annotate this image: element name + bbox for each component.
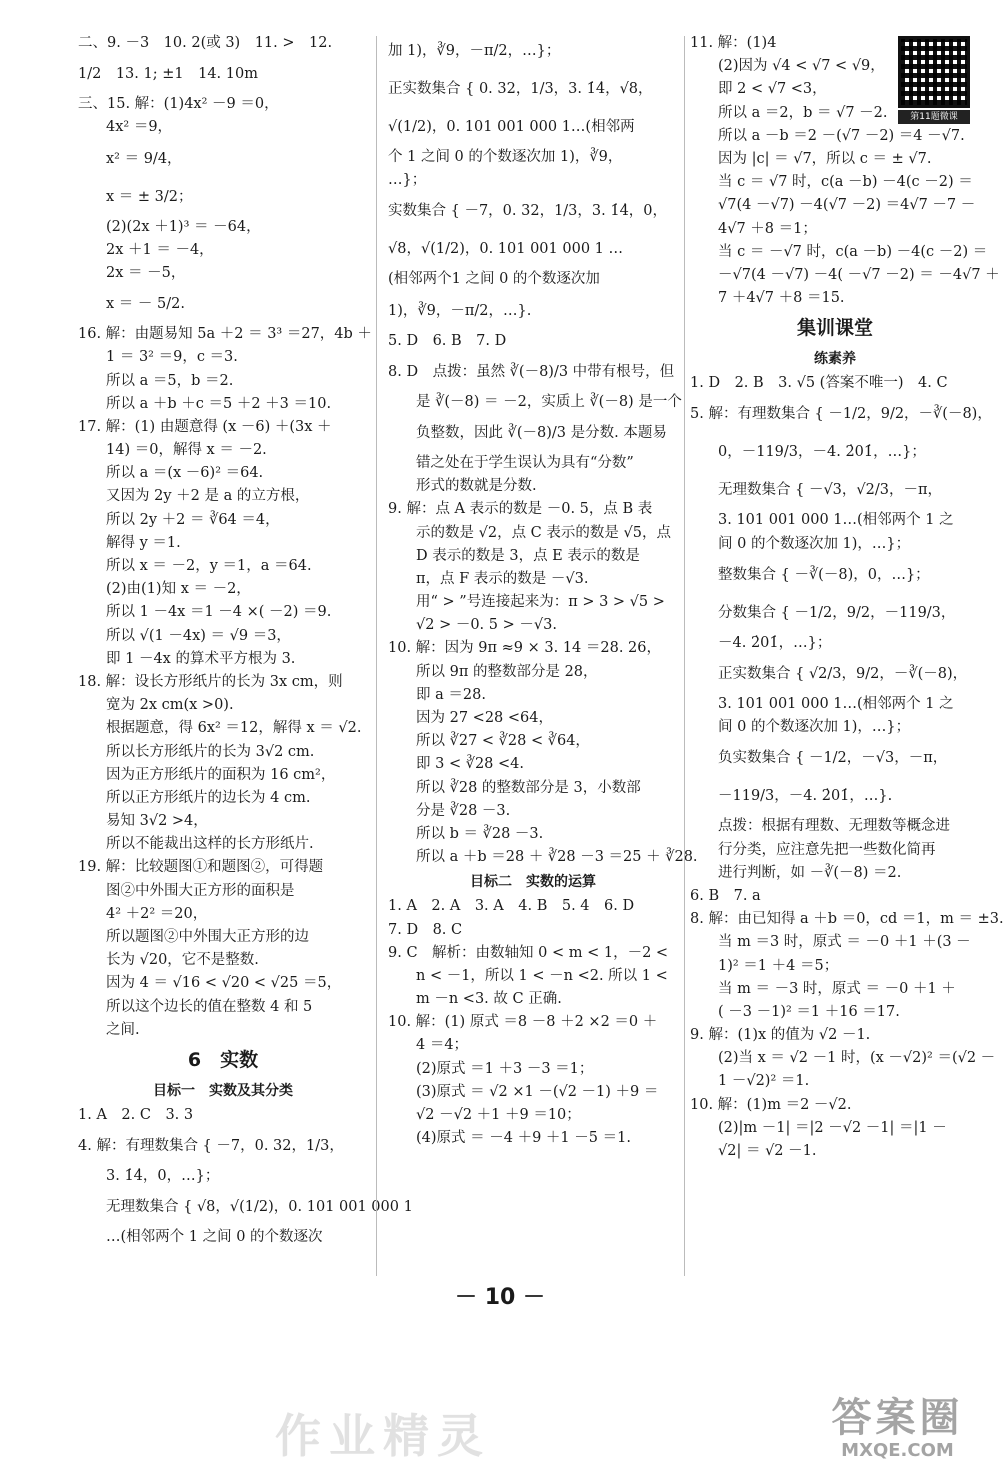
answer-line: (2)(2x ＋1)³ ＝ －64， [106,218,261,235]
answer-line: 所以题图②中外围大正方形的边 [106,929,309,945]
answer-line: 9. 解：(1)x 的值为 √2 －1. [690,1027,871,1044]
answer-line: 又因为 2y ＋2 是 a 的立方根， [106,488,310,505]
answer-line: …}； [388,172,427,189]
answer-line: 10. 解：(1) 原式 ＝8 －8 ＋2 ×2 ＝0 ＋ [388,1014,658,1031]
answer-line: 4x² ＝9， [106,119,173,136]
answer-line: 即 3 < ∛28 <4. [416,756,524,773]
answer-line: 点拨：根据有理数、无理数等概念进 [718,818,950,835]
answer-line: (2)当 x ＝ √2 －1 时，(x －√2)² ＝(√2 － [718,1050,996,1067]
answer-line: 间 0 的个数逐次加 1)，…}； [718,535,911,552]
answer-line: ( －3 －1)² ＝1 ＋16 ＝17. [718,1003,900,1020]
answer-line: 所以这个边长的值在整数 4 和 5 [106,998,313,1015]
answer-line: 分是 ∛28 －3. [416,802,511,819]
answer-line: (2)因为 √4 < √7 < √9， [718,58,885,75]
watermark: 作业精灵 [275,1409,491,1463]
answer-line: 二、9. －3 10. 2(或 3) 11. > 12. [78,35,333,51]
answer-line: (相邻两个1 之间 0 的个数逐次加 [388,271,600,288]
answer-line: 间 0 的个数逐次加 1)，…}； [718,719,911,736]
answer-column-right [690,32,1004,1163]
answer-line: √2 －√2 ＋1 ＋9 ＝10； [416,1107,581,1123]
answer-line: 18. 解：设长方形纸片的长为 3x cm，则 [78,673,343,690]
answer-line: (2)由(1)知 x ＝ －2， [106,581,251,598]
answer-line: π，点 F 表示的数是 －√3. [416,570,589,587]
answer-line: (4)原式 ＝ －4 ＋9 ＋1 －5 ＝1. [416,1130,631,1147]
answer-line: 1)² ＝1 ＋4 ＝5； [718,957,839,974]
answer-line: 是 ∛(－8) ＝ －2，实质上 ∛(－8) 是一个 [416,393,682,410]
answer-line: 长为 √20，它不是整数. [106,952,259,969]
answer-line: 分数集合 { －1/2，9/2，－119/3， [718,604,956,621]
answer-line: m －n <3. 故 C 正确. [416,991,562,1008]
answer-line: x ＝ ± 3/2； [106,188,193,205]
answer-line: 所以 a ＋b ＋c ＝5 ＋2 ＋3 ＝10. [106,395,332,412]
answer-line: 9. 解：点 A 表示的数是 －0. 5，点 B 表 [388,501,653,518]
answer-line: 当 c ＝ －√7 时，c(a －b) －4(c －2) ＝ [718,243,988,260]
logo-url: MXQE.COM [841,1440,954,1461]
section-heading: 练素养 [814,351,856,368]
answer-line: 2x ＝ －5， [106,264,186,281]
answer-line: 用“ > ”号连接起来为：π > 3 > √5 > [416,594,665,611]
answer-line: √7(4 －√7) －4(√7 －2) ＝4√7 －7 － [718,197,976,214]
answer-line: 所以长方形纸片的长为 3√2 cm. [106,743,315,760]
answer-line: 根据题意，得 6x² ＝12，解得 x ＝ √2. [106,720,362,737]
answer-line: 5. D 6. B 7. D [388,332,507,349]
answer-line: 10. 解：因为 9π ≈9 × 3. 14 ＝28. 26， [388,640,662,657]
answer-line: 因为 4 ＝ √16 < √20 < √25 ＝5， [106,975,342,992]
answer-line: 所以 b ＝ ∛28 －3. [416,825,544,842]
section-heading: 目标一 实数及其分类 [153,1082,293,1099]
answer-line: 3. 101 001 000 1…(相邻两个 1 之 [718,512,954,529]
answer-line: 7. D 8. C [388,921,463,938]
answer-line: 所以 x ＝ －2，y ＝1，a ＝64. [106,558,312,574]
answer-line: 7 ＋4√7 ＋8 ＝15. [718,290,845,307]
answer-line: 无理数集合 { －√3，√2/3，－π， [718,482,943,499]
answer-line: 个 1 之间 0 的个数逐次加 1)，∛9， [388,149,623,165]
answer-line: 示的数是 √2，点 C 表示的数是 √5，点 [416,524,671,541]
answer-line: 11. 解：(1)4 [690,35,777,51]
answer-line: 整数集合 { －∛(－8)，0，…}； [718,566,930,583]
answer-line: D 表示的数是 3，点 E 表示的数是 [416,547,640,564]
answer-line: 所以 a －b ＝2 －(√7 －2) ＝4 －√7. [718,127,965,144]
answer-line: 8. 解：由已知得 a ＋b ＝0，cd ＝1，m ＝ ±3. [690,911,1004,928]
answer-line: 因为 |c| ＝ √7，所以 c ＝ ± √7. [718,150,932,167]
answer-line: 即 a ＝28. [416,686,486,703]
answer-line: (3)原式 ＝ √2 ×1 －(√2 －1) ＋9 ＝ [416,1083,659,1100]
answer-line: 8. D 点拨：虽然 ∛(－8)/3 中带有根号，但 [388,363,675,380]
answer-line: 14) ＝0，解得 x ＝ －2. [106,442,267,459]
answer-line: n < －1，所以 1 < －n <2. 所以 1 < [416,967,668,984]
answer-line: 因为 27 <28 <64， [416,710,553,726]
answer-line: 所以 1 －4x ＝1 －4 ×( －2) ＝9. [106,604,332,621]
answer-line: 之间. [106,1021,140,1038]
answer-line: 所以 a ＝2，b ＝ √7 －2. [718,104,888,121]
answer-line: 所以正方形纸片的边长为 4 cm. [106,789,311,806]
answer-line: 易知 3√2 >4， [106,813,208,830]
section-heading: 6 实数 [187,1048,259,1071]
column-divider [684,36,685,1276]
page-number: － 10 － [455,1285,545,1310]
answer-line: －√7(4 －√7) －4( －√7 －2) ＝ －4√7 ＋ [718,266,1000,283]
answer-line: (2)|m －1| ＝|2 －√2 －1| ＝|1 － [718,1119,947,1136]
answer-line: 宽为 2x cm(x >0). [106,697,234,714]
answer-line: 1 ＝ 3² ＝9，c ＝3. [106,349,238,366]
answer-line: 正实数集合 { 0. 32，1/3，3. 1̇4̇，√8， [388,81,653,97]
answer-line: 1. A 2. C 3. 3 [78,1106,194,1123]
answer-line: 4 ＝4； [416,1037,469,1054]
answer-line: 因为正方形纸片的面积为 16 cm²， [106,766,336,783]
answer-line: 所以 a ＝5，b ＝2. [106,372,234,389]
answer-line: 16. 解：由题易知 5a ＋2 ＝ 3³ ＝27，4b ＋ [78,326,372,343]
answer-line: 三、15. 解：(1)4x² －9 ＝0， [78,96,279,113]
answer-line: －119/3，－4. 2̇01̇，…}. [718,788,893,805]
logo-text: 答案圈 [831,1395,964,1441]
answer-line: 1 －√2)² ＝1. [718,1073,810,1090]
answer-line: 4√7 ＋8 ＝1； [718,220,817,237]
answer-line: 所以 2y ＋2 ＝ ∛64 ＝4， [106,511,280,528]
answer-line: 4² ＋2² ＝20， [106,905,208,922]
answer-line: 错之处在于学生误认为具有“分数” [416,454,634,471]
answer-line: 1/2 13. 1; ±1 14. 10m [78,66,258,83]
answer-line: 1. D 2. B 3. √5 (答案不唯一) 4. C [690,375,948,392]
column-divider [376,36,377,1276]
answer-line: 无理数集合 { √8，√(1/2)，0. 101 001 000 1 [106,1199,413,1216]
answer-line: 1. A 2. A 3. A 4. B 5. 4 6. D [388,898,635,915]
answer-line: 4. 解：有理数集合 { －7，0. 32，1/3， [78,1138,344,1155]
answer-line: 所以 ∛27 < ∛28 < ∛64， [416,733,590,750]
answer-line: 19. 解：比较题图①和题图②，可得题 [78,859,324,876]
answer-line: 2x ＋1 ＝ －4， [106,241,214,258]
answer-column-middle [388,32,698,1150]
answer-line: 负实数集合 { －1/2，－√3，－π， [718,750,948,767]
answer-line: 所以 a ＋b ＝28 ＋ ∛28 －3 ＝25 ＋ ∛28. [416,849,698,866]
answer-line: 所以 √(1 －4x) ＝ √9 ＝3， [106,627,291,644]
answer-line: 解得 y ＝1. [106,534,181,551]
section-heading: 集训课堂 [796,317,873,340]
answer-line: －4. 2̇01̇，…}； [718,634,832,651]
answer-line: 负整数，因此 ∛(－8)/3 是分数. 本题易 [416,424,667,441]
answer-line: 10. 解：(1)m ＝2 －√2. [690,1096,852,1113]
answer-line: 所以 ∛28 的整数部分是 3，小数部 [416,779,641,796]
qr-code-label: 第11题微课 [898,110,970,124]
answer-line: 当 c ＝ √7 时，c(a －b) －4(c －2) ＝ [718,174,973,191]
answer-line: √8，√(1/2)，0. 101 001 000 1 … [388,241,623,258]
answer-line: 正实数集合 { √2/3，9/2，－∛(－8)， [718,666,968,682]
answer-line: 当 m ＝ －3 时，原式 ＝ －0 ＋1 ＋ [718,980,956,997]
answer-line: …(相邻两个 1 之间 0 的个数逐次 [106,1229,323,1246]
answer-line: 5. 解：有理数集合 { －1/2，9/2，－∛(－8)， [690,406,992,423]
answer-line: 3. 1̇4̇，0，…}； [106,1168,220,1185]
answer-line: x² ＝ 9/4， [106,150,182,167]
answer-line: 图②中外围大正方形的面积是 [106,882,295,899]
answer-line: 进行判断，如 －∛(－8) ＝2. [718,864,902,881]
answer-line: √2| ＝ √2 －1. [718,1143,817,1159]
answer-line: 6. B 7. a [690,887,761,904]
answer-line: (2)原式 ＝1 ＋3 －3 ＝1； [416,1060,594,1077]
answer-column-left [78,32,413,1250]
answer-line: 所以 a ＝(x －6)² ＝64. [106,465,264,482]
answer-line: 1)，∛9，－π/2，…}. [388,302,532,319]
section-heading: 目标二 实数的运算 [470,874,596,891]
answer-line: x ＝ － 5/2. [106,296,185,313]
answer-line: 加 1)，∛9，－π/2，…}； [388,43,561,59]
answer-line: √2 > －0. 5 > －√3. [416,617,557,634]
site-logo [805,1395,990,1461]
answer-line: 17. 解：(1) 由题意得 (x －6) ＋(3x ＋ [78,418,332,435]
answer-line: 所以不能裁出这样的长方形纸片. [106,836,314,853]
answer-line: 行分类，应注意先把一些数化简再 [718,841,936,858]
answer-line: 当 m ＝3 时，原式 ＝ －0 ＋1 ＋(3 － [718,934,971,951]
answer-line: 3. 101 001 000 1…(相邻两个 1 之 [718,696,954,712]
answer-line: √(1/2)，0. 101 001 000 1…(相邻两 [388,119,635,135]
answer-line: 实数集合 { －7，0. 32，1/3，3. 1̇4̇，0， [388,203,668,220]
answer-line: 0，－119/3，－4. 2̇01̇，…}； [718,444,926,461]
qr-code-icon[interactable] [898,36,970,108]
answer-line: 9. C 解析：由数轴知 0 < m < 1，－2 < [388,944,669,961]
answer-line: 即 1 －4x 的算术平方根为 3. [106,650,296,667]
answer-line: 即 2 < √7 <3， [718,81,827,98]
answer-line: 所以 9π 的整数部分是 28， [416,663,598,680]
answer-line: 形式的数就是分数. [416,478,537,495]
